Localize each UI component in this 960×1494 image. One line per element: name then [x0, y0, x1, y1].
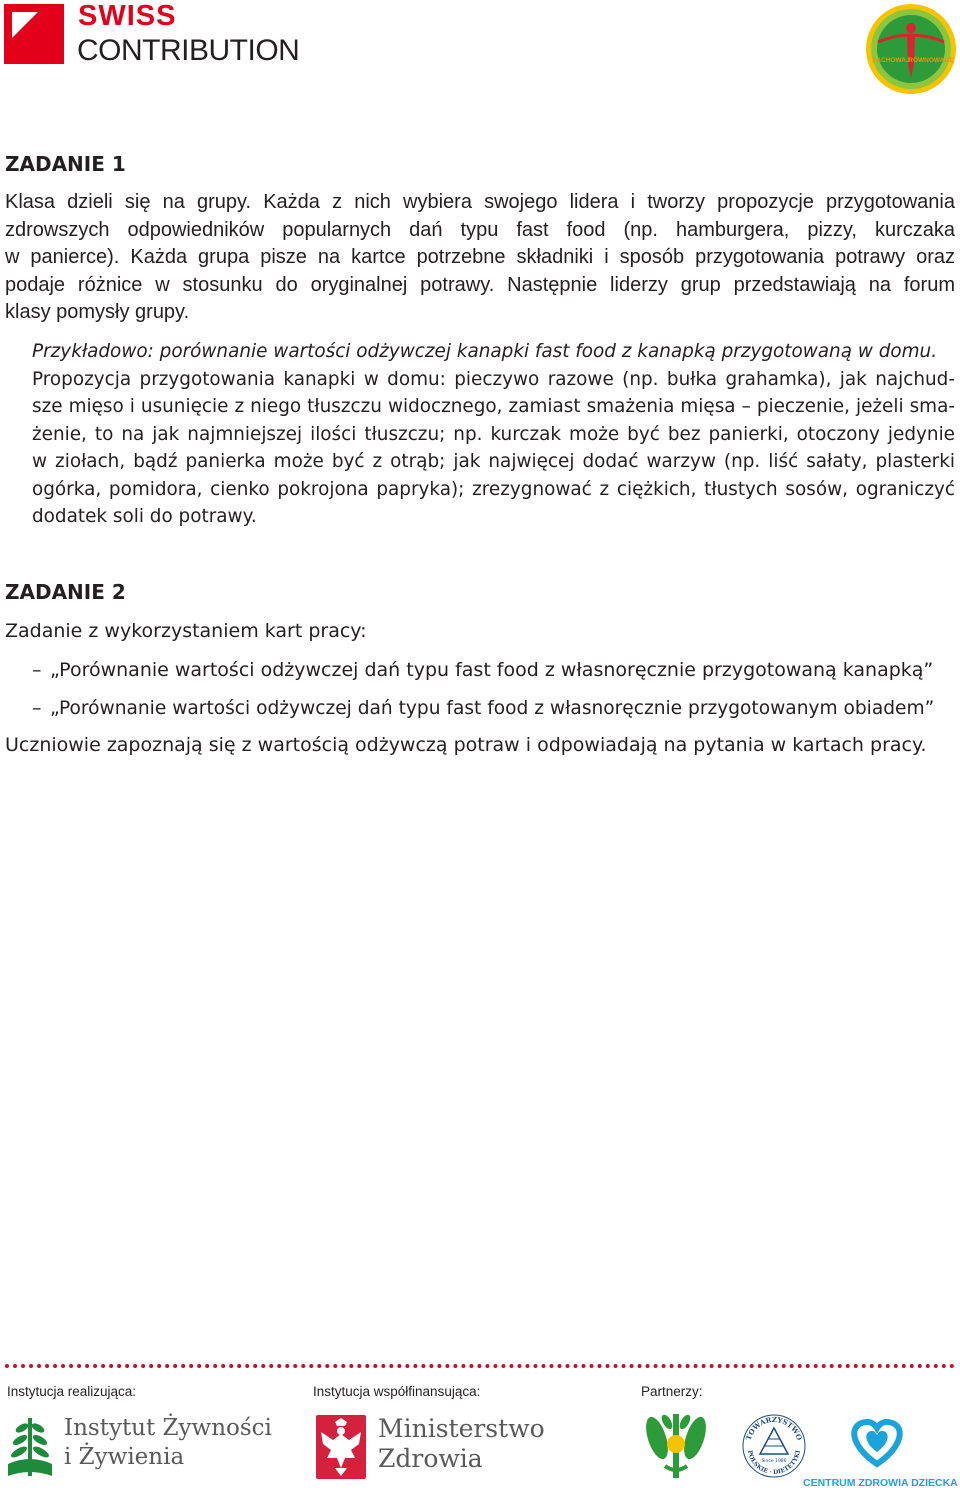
ptd-dietetics-society-logo — [740, 1412, 808, 1480]
polish-eagle-emblem-icon — [315, 1414, 367, 1480]
task1-example — [32, 338, 955, 531]
example-line: ogórka, pomidora, cienko pokrojona papryka); zrezygnować z ciężkich, tłustych sosów, ograniczyć — [32, 478, 955, 500]
czd-heart-logo-icon — [846, 1418, 908, 1468]
ptd-ring-top: TOWARZYSTWO — [743, 1414, 805, 1442]
example-line: żenie, to na jak najmniejszej ilości tłuszczu; np. kurczak może być bez panierki, otoczony jedynie — [32, 423, 955, 445]
task1-line: zdrowszych odpowiedników popularnych dań typu fast food (np. hamburgera, pizzy, kurczaka — [5, 218, 955, 241]
task1-line: klasy pomysły grupy. — [5, 301, 190, 323]
mz-name — [378, 1414, 545, 1474]
example-line: Propozycja przygotowania kanapki w domu: pieczywo razowe (np. bułka grahamka), jak najchud- — [32, 368, 955, 390]
footer-divider — [5, 1364, 955, 1368]
izz-name — [64, 1414, 272, 1472]
task2-title: ZADANIE 2 — [5, 580, 126, 604]
partner-wheat-emblem-icon — [643, 1410, 709, 1482]
mz-name-line1: Ministerstwo — [378, 1414, 545, 1443]
badge-right-text: RÓWNOWAGĘ — [908, 57, 954, 64]
task1-line: Klasa dzieli się na grupy. Każda z nich wybiera swojego lidera i tworzy propozycje przygotowania — [5, 191, 955, 213]
example-line: dodatek soli do potrawy. — [32, 506, 257, 527]
task2-conclusion: Uczniowie zapoznają się z wartością odżywczą potraw i odpowiadają na pytania w kartach pracy. — [5, 734, 927, 756]
example-line: sze mięso i usunięcie z niego tłuszczu widocznego, zamiast smażenia mięsa – pieczenie, jeżeli sma- — [32, 396, 955, 417]
task1-title: ZADANIE 1 — [5, 152, 126, 176]
task1-line: podaje różnice w stosunku do oryginalnej potrawy. Następnie liderzy grup przedstawiają na forum — [5, 273, 955, 296]
worksheet-item-text: „Porównanie wartości odżywczej dań typu fast food z własnoręcznie przygotowanym obiadem” — [50, 698, 935, 719]
bullet-dash: – — [32, 697, 42, 719]
task1-description — [5, 189, 955, 327]
ptd-since: Since 1986 — [761, 1459, 787, 1464]
example-line-italic: Przykładowo: porównanie wartości odżywczej kanapki fast food z kanapką przygotowaną w domu. — [32, 341, 938, 362]
badge-left-text: ZACHOWAJ — [872, 57, 910, 64]
mz-name-line2: Zdrowia — [378, 1444, 483, 1473]
brand-contribution: CONTRIBUTION — [77, 34, 300, 67]
zachowaj-rownowage-logo — [864, 2, 958, 96]
task2-intro: Zadanie z wykorzystaniem kart pracy: — [5, 620, 367, 642]
ptd-ring-bottom: POLSKIE · DIETETYKI — [746, 1449, 802, 1477]
bullet-dash: – — [32, 659, 42, 681]
swiss-contribution-logo-mark — [4, 4, 64, 64]
brand-swiss: SWISS — [78, 0, 177, 32]
worksheet-item-text: „Porównanie wartości odżywczej dań typu fast food z własnoręcznie przygotowaną kanapką” — [50, 659, 934, 681]
czd-name: CENTRUM ZDROWIA DZIECKA — [803, 1477, 958, 1489]
izz-name-line2: i Żywienia — [64, 1444, 185, 1470]
footer-label-cofinancing: Instytucja współfinansująca: — [313, 1384, 481, 1399]
example-line: w ziołach, bądź panierka może być z otrąb; jak najwięcej dodać warzyw (np. liść sałaty, plasterki — [32, 451, 955, 472]
izz-wheat-icon — [8, 1414, 52, 1480]
footer-label-partners: Partnerzy: — [641, 1384, 703, 1399]
task1-line: w panierce). Każda grupa pisze na kartce potrzebne składniki i sposób przygotowania potrawy oraz — [5, 246, 955, 268]
footer-label-realizing: Instytucja realizująca: — [7, 1384, 137, 1399]
izz-name-line1: Instytut Żywności — [64, 1415, 272, 1441]
